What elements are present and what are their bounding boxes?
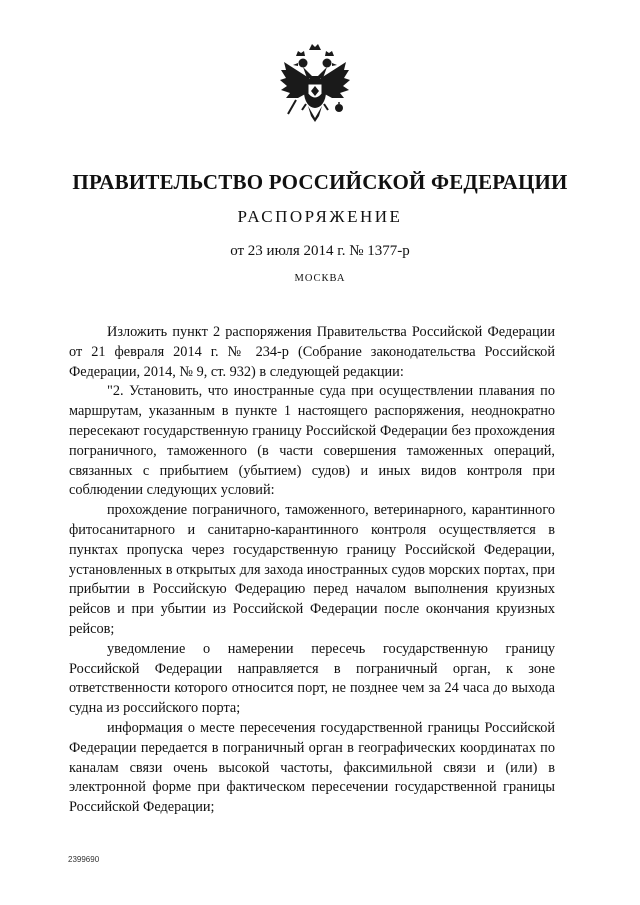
coat-of-arms-icon bbox=[276, 40, 354, 134]
document-date-number: от 23 июля 2014 г. № 1377-р bbox=[230, 243, 410, 259]
paragraph-intro: Изложить пункт 2 распоряжения Правительства Российской Федерации от 21 февраля 2014 г. № 234-р (Собрание законодательства Российской Федерации, 2014, № 9, ст. 932) в следующей редакции: bbox=[69, 324, 555, 380]
document-city: МОСКВА bbox=[294, 273, 346, 284]
paragraph-condition-info: информация о месте пересечения государственной границы Российской Федерации передается в пограничный орган в географических координатах по каналам связи очень высокой частоты, факсимильной связи и (или) в электронной форме при фактическом пересечении государственной границы Российской Федерации; bbox=[69, 719, 555, 816]
document-body bbox=[69, 323, 555, 818]
paragraph-point-2: "2. Установить, что иностранные суда при осуществлении плавания по маршрутам, указанным в пункте 1 настоящего распоряжения, неоднократно пересекают государственную границу Российской Федерации без прохождения пограничного, таможенного (в части совершения таможенных операций, связанных с прибытием (убытием) судов) и иных видов контроля при соблюдении следующих условий: bbox=[69, 383, 555, 499]
document-code: 2399690 bbox=[68, 855, 100, 864]
paragraph-condition-notice: уведомление о намерении пересечь государственную границу Российской Федерации направляется в пограничный орган, к зоне ответственности которого относится порт, не позднее чем за 24 часа до выхода судна из российского порта; bbox=[69, 640, 555, 717]
government-title: ПРАВИТЕЛЬСТВО РОССИЙСКОЙ ФЕДЕРАЦИИ bbox=[72, 170, 568, 194]
document-type: РАСПОРЯЖЕНИЕ bbox=[237, 207, 403, 226]
paragraph-condition-control: прохождение пограничного, таможенного, ветеринарного, карантинного фитосанитарного и санитарно-карантинного контроля осуществляется в пунктах пропуска через государственную границу Российской Федерации, установленных в открытых для захода иностранных судов морских портах, при прибытии в Российскую Федерацию перед началом выполнения круизных рейсов и при убытии из Российской Федерации после окончания круизных рейсов; bbox=[69, 502, 555, 637]
